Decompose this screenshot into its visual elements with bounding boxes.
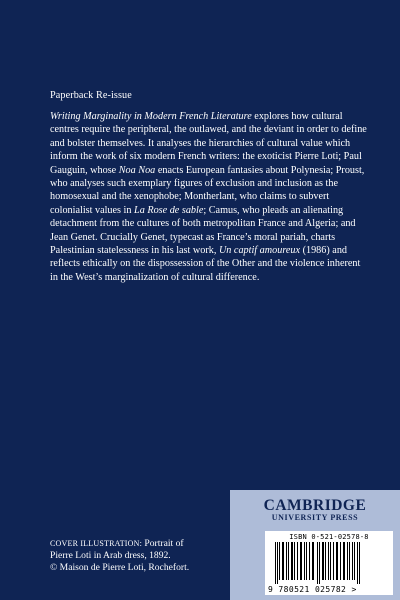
barcode-bar (279, 542, 280, 580)
barcode-bar (343, 542, 345, 580)
barcode-bar (275, 542, 276, 584)
barcode-bar (328, 542, 329, 580)
barcode-bar (304, 542, 305, 580)
barcode-bar (319, 542, 320, 584)
reissue-heading: Paperback Re-issue (50, 90, 132, 101)
barcode-bar (349, 542, 350, 580)
barcode (265, 531, 393, 595)
publisher-logo (230, 498, 400, 523)
barcode-bar (336, 542, 338, 580)
barcode-bar (312, 542, 314, 580)
book-description (50, 110, 368, 284)
publisher-name: CAMBRIDGE (263, 497, 367, 514)
italic-title: La Rose de sable (134, 204, 204, 216)
barcode-bar (277, 542, 278, 584)
barcode-bar (352, 542, 353, 580)
barcode-bar (359, 542, 360, 584)
barcode-bar (297, 542, 298, 580)
italic-title: Un captif amoureux (218, 245, 301, 257)
barcode-bar (325, 542, 326, 580)
illustration-line-2: Pierre Loti in Arab dress, 1892. (50, 550, 171, 561)
barcode-bar (317, 542, 318, 584)
illustration-line-1: Portrait of (142, 538, 184, 549)
barcode-bar (309, 542, 310, 580)
illustration-line-3: © Maison de Pierre Loti, Rochefort. (50, 562, 190, 573)
blurb-text: (1986) and reflects ethically on the dispossession of the Other and the violence inherent in the West’s marginalization of cultural difference. (50, 245, 361, 283)
barcode-bar (288, 542, 289, 580)
italic-title: Noa Noa (118, 164, 156, 176)
barcode-bar (286, 542, 287, 580)
publisher-subtitle: UNIVERSITY PRESS (271, 513, 359, 522)
barcode-bar (306, 542, 307, 580)
italic-title: Writing Marginality in Modern French Literature (50, 111, 252, 122)
blurb-text: ; Camus, who pleads an alienating detachment from the cultures of both metropolitan France and Algeria; and Jean Genet. Crucially Genet, typecast as France’s moral pariah, charts Palestinian statelessness in his last work, (50, 204, 356, 257)
barcode-bar (347, 542, 348, 580)
ean-text: 9 780521 025782 > (268, 585, 357, 594)
blurb-text: explores how cultural centres require the peripheral, the outlawed, and the deviant in order to define and bolster themselves. It analyses the hierarchies of cultural value which inform the work of six modern French writers: the exoticist Pierre Loti; Paul Gauguin, whose (50, 111, 367, 176)
isbn-text: ISBN 0-521-02578-8 (289, 533, 369, 541)
barcode-bar (357, 542, 358, 584)
barcode-bar (340, 542, 341, 580)
barcode-bars (269, 542, 389, 584)
blurb-text: enacts European fantasies about Polynesia; Proust, who analyses such exemplary figures of exclusion and inclusion as the homosexual and the xenophobe; Montherlant, who claims to subvert colonialist values in (50, 164, 365, 216)
barcode-bar (354, 542, 355, 580)
barcode-bar (291, 542, 293, 580)
barcode-bar (333, 542, 334, 580)
cover-illustration-credit (50, 538, 225, 574)
barcode-bar (282, 542, 284, 580)
illustration-label: COVER ILLUSTRATION: (50, 539, 143, 548)
barcode-bar (330, 542, 331, 580)
barcode-bar (322, 542, 324, 580)
barcode-bar (300, 542, 302, 580)
barcode-bar (294, 542, 295, 580)
publisher-barcode-panel (230, 490, 400, 600)
